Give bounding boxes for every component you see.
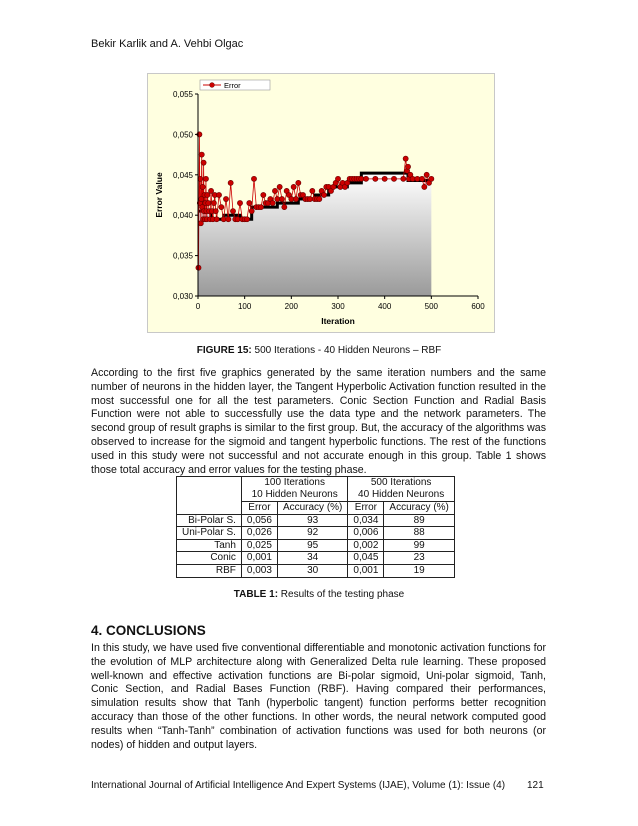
data-point [270,200,275,205]
data-point [228,180,233,185]
figure-caption-text: 500 Iterations - 40 Hidden Neurons – RBF [251,345,442,356]
results-table [176,476,455,578]
data-point [213,209,218,214]
cell-error-2: 0,034 [348,514,384,527]
table-group2-header-2 [348,489,454,502]
cell-accuracy-2: 23 [384,552,454,565]
data-point [214,217,219,222]
group2-line1: 500 Iterations [370,477,432,488]
x-tick-label: 600 [471,302,485,311]
data-point [277,184,282,189]
cell-error-1: 0,026 [241,527,277,540]
data-point [279,196,284,201]
x-tick-label: 0 [195,302,201,311]
data-point [223,196,228,201]
data-point [291,184,296,189]
data-point [403,156,408,161]
data-point [237,200,242,205]
data-point [317,196,322,201]
row-label: Bi-Polar S. [177,514,242,527]
data-point [422,184,427,189]
data-point [249,209,254,214]
table-row [177,539,455,552]
cell-error-1: 0,001 [241,552,277,565]
data-point [282,205,287,210]
cell-error-1: 0,056 [241,514,277,527]
data-point [208,188,213,193]
results-paragraph: According to the first five graphics generated by the same iteration numbers and the same number of neurons in the hidden layer, the Tangent Hyperbolic Activation function resulted in the most successful one for all the test parameters. Conic Section Function and Radial Basis Function were not able to successfully use the data type and the network parameters. The second group of result graphs is similar to the first group. But, the accuracy of the algorithms was observed to increase for the sigmoid and tangent hyperbolic functions. The rest of the functions used in this study were not successful and not accurate enough in this group. Table 1 shows those total accuracy and error values for the testing phase. [91,367,546,476]
x-tick-label: 500 [424,302,439,311]
cell-accuracy-1: 93 [277,514,347,527]
data-point [373,176,378,181]
col-error-2: Error [348,502,384,515]
group1-line1: 100 Iterations [264,477,325,488]
running-header: Bekir Karlik and A. Vehbi Olgac [91,38,244,50]
col-accuracy-1: Accuracy (%) [277,502,347,515]
group2-line2: 40 Hidden Neurons [358,489,445,500]
col-accuracy-2: Accuracy (%) [384,502,454,515]
data-point [293,196,298,201]
error-chart [148,74,494,332]
figure-chart [147,73,495,333]
cell-error-2: 0,002 [348,539,384,552]
cell-accuracy-1: 30 [277,564,347,577]
cell-accuracy-2: 88 [384,527,454,540]
row-label: Tanh [177,539,242,552]
x-tick-label: 200 [284,302,299,311]
cell-accuracy-1: 95 [277,539,347,552]
footer-journal: International Journal of Artificial Intelligence And Expert Systems (IJAE), Volume (1): Issue (4) [91,780,506,791]
data-point [335,176,340,181]
cell-accuracy-1: 92 [277,527,347,540]
table-subheader-row [177,502,455,515]
data-point [401,176,406,181]
data-point [261,192,266,197]
cell-accuracy-1: 34 [277,552,347,565]
y-axis-label: Error Value [154,172,164,218]
cell-accuracy-2: 99 [384,539,454,552]
conclusions-paragraph: In this study, we have used five conventional differentiable and monotonic activation functions for the evolution of MLP architecture along with Generalized Delta rule learning. These proposed well-known and effective activation functions are Bi-polar sigmoid, Uni-polar sigmoid, Tanh, Conic Section, and Radial Bases Function (RBF). Having compared their performances, simulation results show that Tanh (hyperbolic tangent) function performs better recognition accuracy than those of the other functions. In other words, the neural network computed good results when “Tanh-Tanh” combination of activation functions was used for both neurons (or nodes) of hidden and output layers. [91,642,546,751]
cell-error-2: 0,045 [348,552,384,565]
row-label: Uni-Polar S. [177,527,242,540]
table-group1-header-2 [241,489,347,502]
y-tick-label: 0,050 [172,130,193,140]
data-point [405,164,410,169]
data-point [206,200,211,205]
legend-label: Error [224,81,241,90]
data-point [391,176,396,181]
cell-error-1: 0,025 [241,539,277,552]
table-row [177,564,455,577]
row-label: Conic [177,552,242,565]
table-corner-cell [177,477,242,502]
section-title: 4. CONCLUSIONS [91,623,206,638]
data-point [216,192,221,197]
x-tick-label: 300 [331,302,345,311]
data-point [419,176,424,181]
table-group2-header [348,477,454,490]
group1-line2: 10 Hidden Neurons [251,489,338,500]
data-point [382,176,387,181]
x-axis-label: Iteration [321,316,355,326]
data-point [244,217,249,222]
y-tick-label: 0,040 [172,211,193,221]
table-row [177,527,455,540]
y-tick-label: 0,035 [172,251,193,261]
data-point [199,152,204,157]
data-point [219,205,224,210]
cell-error-1: 0,003 [241,564,277,577]
data-point [251,176,256,181]
data-point [201,160,206,165]
data-point [424,172,429,177]
data-point [200,184,205,189]
y-tick-label: 0,045 [172,170,193,180]
data-point [211,200,216,205]
chart-legend [200,80,270,90]
data-point [205,192,210,197]
data-point [258,205,263,210]
table-caption [0,589,638,600]
row-label: RBF [177,564,242,577]
cell-accuracy-2: 89 [384,514,454,527]
data-point [321,192,326,197]
data-point [198,176,203,181]
table-row [177,552,455,565]
data-point [310,188,315,193]
y-tick-label: 0,055 [172,90,193,99]
figure-caption-label: FIGURE 15: [196,345,252,356]
cell-accuracy-2: 19 [384,564,454,577]
table-caption-text: Results of the testing phase [278,589,405,600]
data-point [363,176,368,181]
data-point [296,180,301,185]
cell-error-2: 0,001 [348,564,384,577]
table-corner-cell-bottom [177,502,242,515]
col-error-1: Error [241,502,277,515]
y-tick-label: 0,030 [172,292,193,301]
table-header-row [177,477,455,490]
legend-marker [210,83,215,88]
table-group1-header [241,477,347,490]
table-row [177,514,455,527]
data-point [272,188,277,193]
data-point [247,200,252,205]
cell-error-2: 0,006 [348,527,384,540]
figure-caption [0,345,638,356]
data-point [226,217,231,222]
x-tick-label: 100 [237,302,252,311]
data-point [230,209,235,214]
table-caption-label: TABLE 1: [233,589,279,600]
page-number: 121 [527,780,544,791]
x-tick-label: 400 [377,302,392,311]
data-point [203,176,208,181]
data-point [429,176,434,181]
